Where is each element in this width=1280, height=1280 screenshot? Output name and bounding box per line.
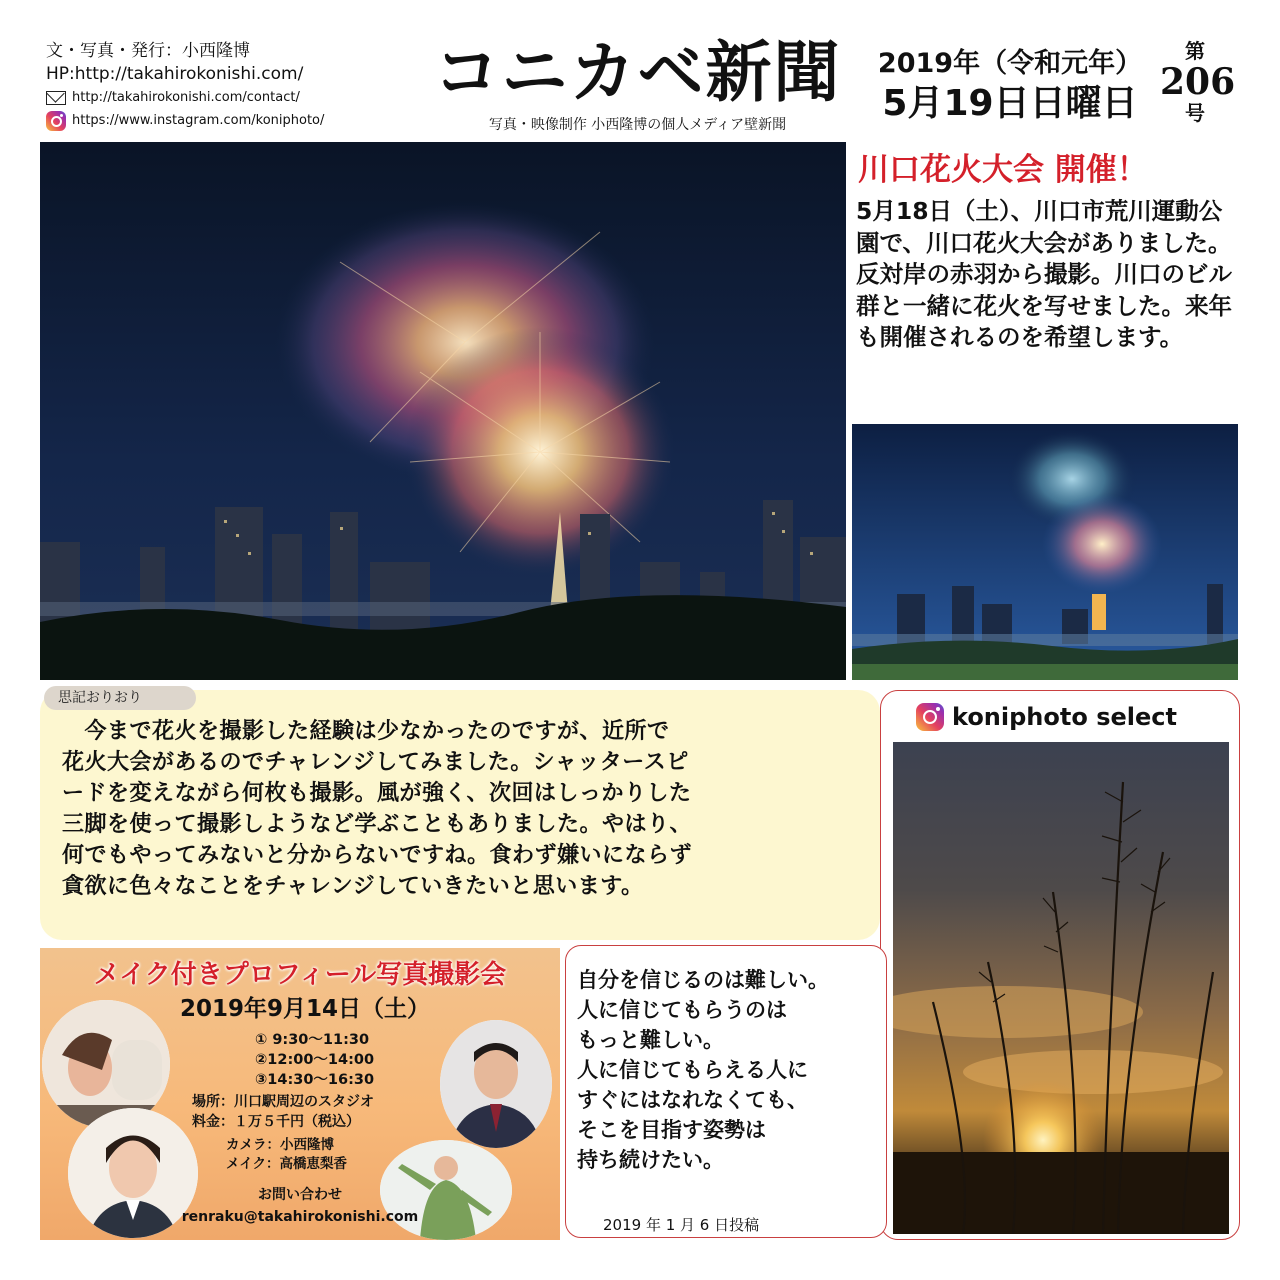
quote-line: すぐにはなれなくても、	[577, 1088, 808, 1112]
flyer-time-slot: ① 9:30〜11:30	[255, 1032, 370, 1048]
masthead-credits	[46, 40, 376, 132]
quote-line: そこを目指す姿勢は	[577, 1118, 766, 1142]
instagram-url[interactable]: https://www.instagram.com/koniphoto/	[72, 113, 325, 128]
masthead	[425, 34, 850, 134]
instagram-icon	[916, 703, 944, 731]
essay-text	[62, 716, 862, 902]
makeup-photo	[42, 1000, 170, 1128]
flyer-time-slot: ②12:00〜14:00	[255, 1052, 375, 1068]
flyer-camera: カメラ：小西隆博	[226, 1137, 334, 1153]
issue-number-block	[1160, 39, 1236, 125]
flyer-place: 場所：川口駅周辺のスタジオ	[192, 1094, 374, 1110]
flyer-time-slot: ③14:30〜16:30	[255, 1072, 375, 1088]
select-title[interactable]	[916, 703, 1177, 731]
essay-line: 花火大会があるのでチャレンジしてみました。シャッタースピ	[62, 750, 689, 775]
fireworks-main-photo	[40, 142, 846, 680]
flyer-title: メイク付きプロフィール写真撮影会	[93, 960, 507, 990]
flyer-contact-label: お問い合わせ	[258, 1187, 342, 1203]
issue-number: 206	[1160, 61, 1236, 103]
issue-suffix: 号	[1185, 101, 1205, 125]
fireworks-second-photo	[852, 424, 1238, 680]
essay-line: 何でもやってみないと分からないですね。食わず嫌いにならず	[62, 843, 693, 868]
essay-line: 今まで花火を撮影した経験は少なかったのですが、近所で	[62, 719, 670, 744]
credit-line: 文・写真・発行：小西隆博	[46, 41, 250, 61]
homepage-link[interactable]: HP:http://takahirokonishi.com/	[46, 64, 304, 84]
sunset-grass-photo	[893, 742, 1229, 1234]
quote-line: 人に信じてもらうのは	[577, 998, 787, 1022]
essay-tag: 思記おりおり	[44, 686, 196, 710]
flyer-makeup: メイク：高橋恵梨香	[226, 1156, 347, 1172]
essay-line: 貪欲に色々なことをチャレンジしていきたいと思います。	[62, 874, 644, 899]
instagram-icon	[46, 111, 66, 131]
issue-date	[870, 46, 1150, 126]
quote-line: もっと難しい。	[577, 1028, 724, 1052]
flyer-contact-email[interactable]: renraku@takahirokonishi.com	[181, 1209, 419, 1225]
contact-row[interactable]	[46, 86, 376, 109]
masthead-subtitle: 写真・映像制作 小西隆博の個人メディア壁新聞	[488, 117, 787, 133]
flyer-times	[255, 1030, 374, 1090]
quote-line: 人に信じてもらえる人に	[577, 1058, 808, 1082]
issue-prefix: 第	[1185, 39, 1205, 63]
event-flyer	[40, 948, 560, 1240]
select-title-text: koniphoto select	[952, 703, 1177, 731]
date-day: 5月19日日曜日	[882, 83, 1138, 124]
photographer-photo	[440, 1020, 552, 1148]
quote-line: 持ち続けたい。	[577, 1148, 724, 1172]
article-headline: 川口花火大会 開催！	[858, 152, 1148, 188]
flyer-fee: 料金：１万５千円（税込）	[192, 1114, 360, 1130]
flyer-date: 2019年9月14日（土）	[180, 996, 431, 1022]
flyer-contact	[140, 1184, 460, 1228]
mail-icon	[46, 91, 66, 105]
essay-line: ードを変えながら何枚も撮影。風が強く、次回はしっかりした	[62, 781, 692, 806]
quote-line: 自分を信じるのは難しい。	[577, 968, 829, 992]
instagram-row[interactable]	[46, 109, 376, 132]
date-year: 2019年（令和元年）	[877, 48, 1143, 79]
flyer-staff	[226, 1136, 347, 1174]
essay-box	[40, 690, 880, 940]
article-body: 5月18日（土）、川口市荒川運動公園で、川口花火大会がありました。反対岸の赤羽から撮影。川口のビル群と一緒に花火を写せました。来年も開催されるのを希望します。	[856, 197, 1232, 351]
masthead-title: コニカベ新聞	[433, 34, 842, 111]
quote-text	[577, 965, 829, 1175]
quote-posted-date: 2019 年 1 月 6 日投稿	[603, 1216, 760, 1234]
contact-url[interactable]: http://takahirokonishi.com/contact/	[72, 90, 300, 105]
essay-line: 三脚を使って撮影しようなど学ぶこともありました。やはり、	[62, 812, 693, 837]
flyer-info	[192, 1092, 374, 1132]
